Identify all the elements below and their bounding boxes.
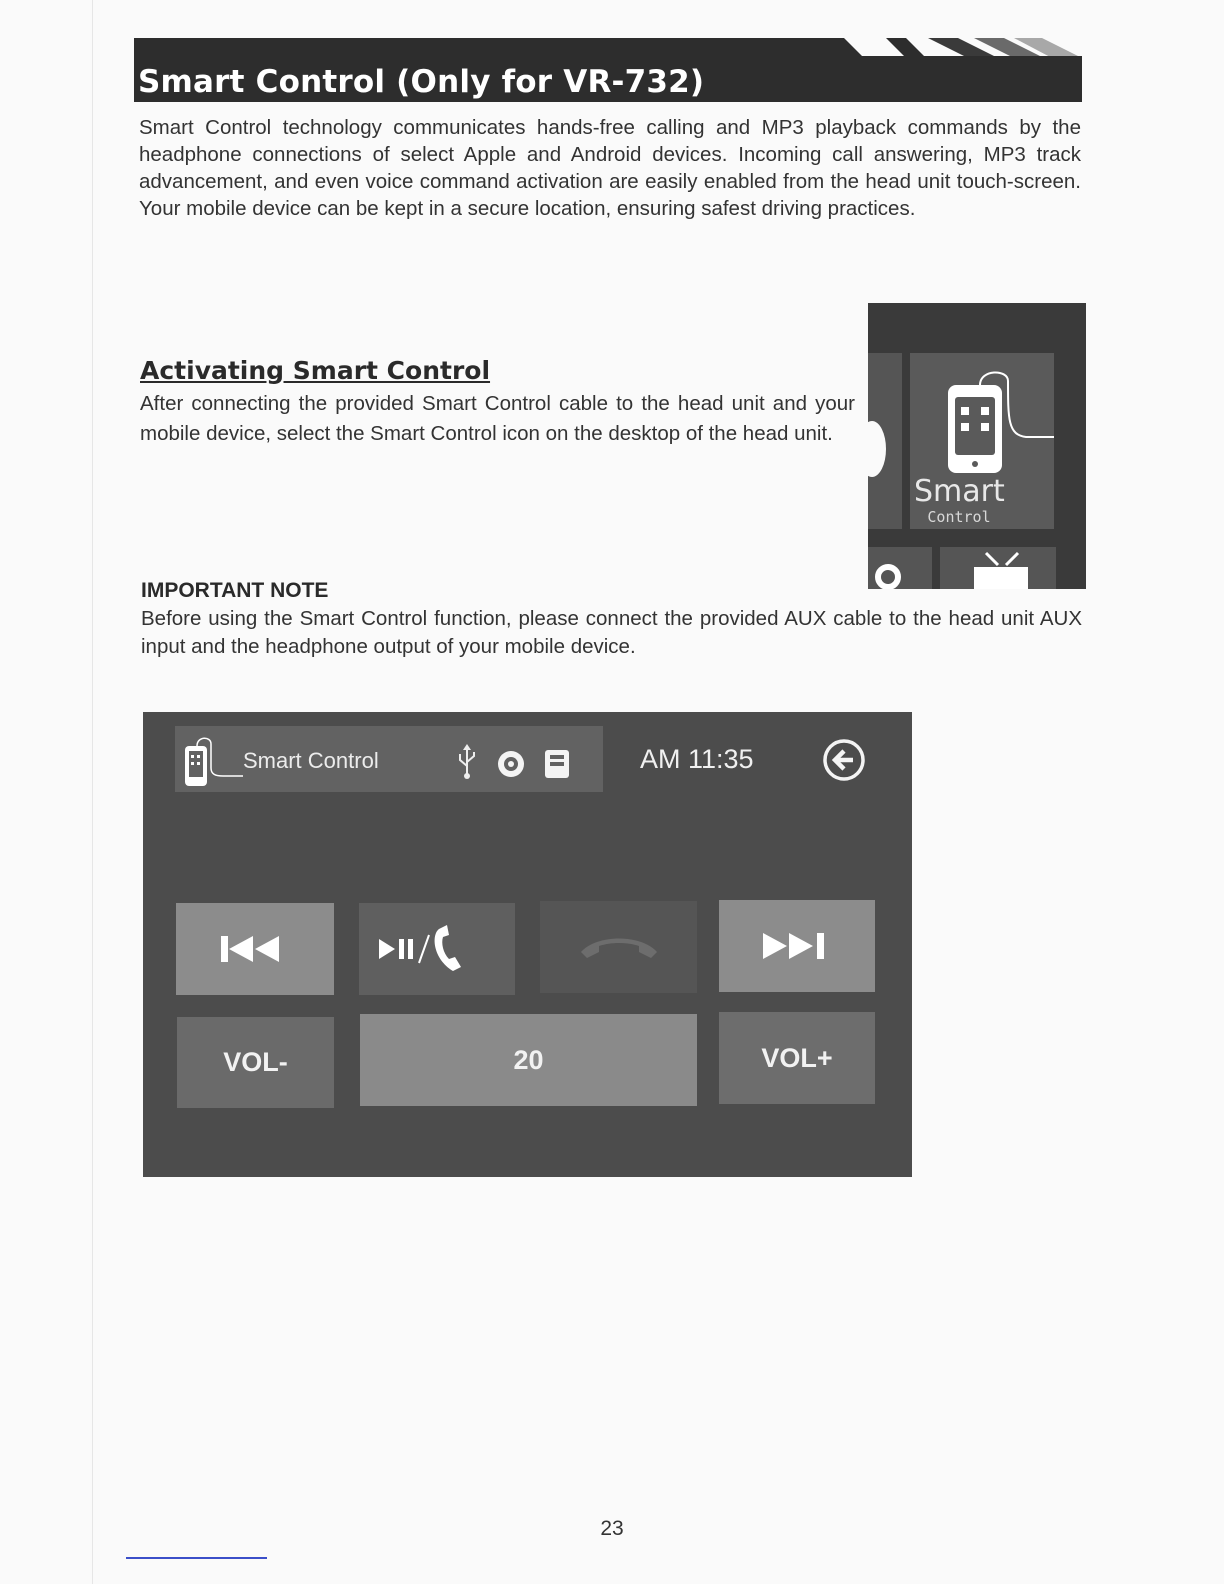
phone-cable-icon (185, 732, 245, 790)
phone-cable-icon (948, 359, 1054, 477)
smart-control-subtitle: Control (927, 508, 991, 526)
section-heading: Activating Smart Control (140, 356, 491, 385)
status-panel (175, 726, 603, 792)
status-label: Smart Control (243, 748, 379, 773)
header-top-strip (134, 38, 834, 58)
header-stripes (824, 38, 1082, 58)
smart-control-title: Smart (914, 474, 1005, 509)
page-edge (92, 0, 93, 1584)
clock: AM 11:35 (640, 744, 754, 774)
volume-level: 20 (360, 1014, 697, 1106)
volume-up-button[interactable]: VOL+ (719, 1012, 875, 1104)
hang-up-button[interactable] (540, 901, 697, 993)
settings-tile[interactable] (868, 547, 932, 589)
usb-icon (455, 744, 479, 780)
hang-up-icon (577, 932, 661, 962)
play-pause-answer-button[interactable] (359, 903, 515, 995)
tv-icon (940, 547, 1056, 589)
skip-back-icon (219, 932, 291, 966)
activating-paragraph: After connecting the provided Smart Control cable to the head unit and your mobile device, select the Smart Control icon on the desktop of the head unit. (140, 392, 855, 445)
footer-rule (126, 1557, 267, 1559)
important-note-title: IMPORTANT NOTE (141, 579, 329, 602)
skip-forward-icon (761, 929, 833, 963)
tv-tile[interactable] (940, 547, 1056, 589)
disc-icon (495, 748, 527, 780)
desktop-screenshot (868, 303, 1086, 589)
section-header (134, 38, 1082, 102)
page-number: 23 (600, 1517, 624, 1540)
play-pause-phone-icon (377, 919, 497, 979)
important-note-text: Before using the Smart Control function, please connect the provided AUX cable to the head unit AUX input and the headphone output of your mobile device. (141, 607, 1082, 658)
back-arrow-icon[interactable] (822, 738, 866, 782)
smart-control-screen (143, 712, 912, 1177)
volume-down-button[interactable]: VOL- (177, 1017, 334, 1108)
page-title: Smart Control (Only for VR-732) (138, 64, 705, 100)
intro-paragraph: Smart Control technology communicates hands-free calling and MP3 playback commands by the headphone connections of select Apple and Android devices. Incoming call answering, MP3 track advancement, and even voice command activation are easily enabled from the head unit touch-screen. Your mobile device can be kept in a secure location, ensuring safest driving practices. (139, 116, 1081, 220)
gear-icon (868, 547, 932, 589)
sd-card-icon (543, 748, 571, 780)
next-track-button[interactable] (719, 900, 875, 992)
previous-track-button[interactable] (176, 903, 334, 995)
